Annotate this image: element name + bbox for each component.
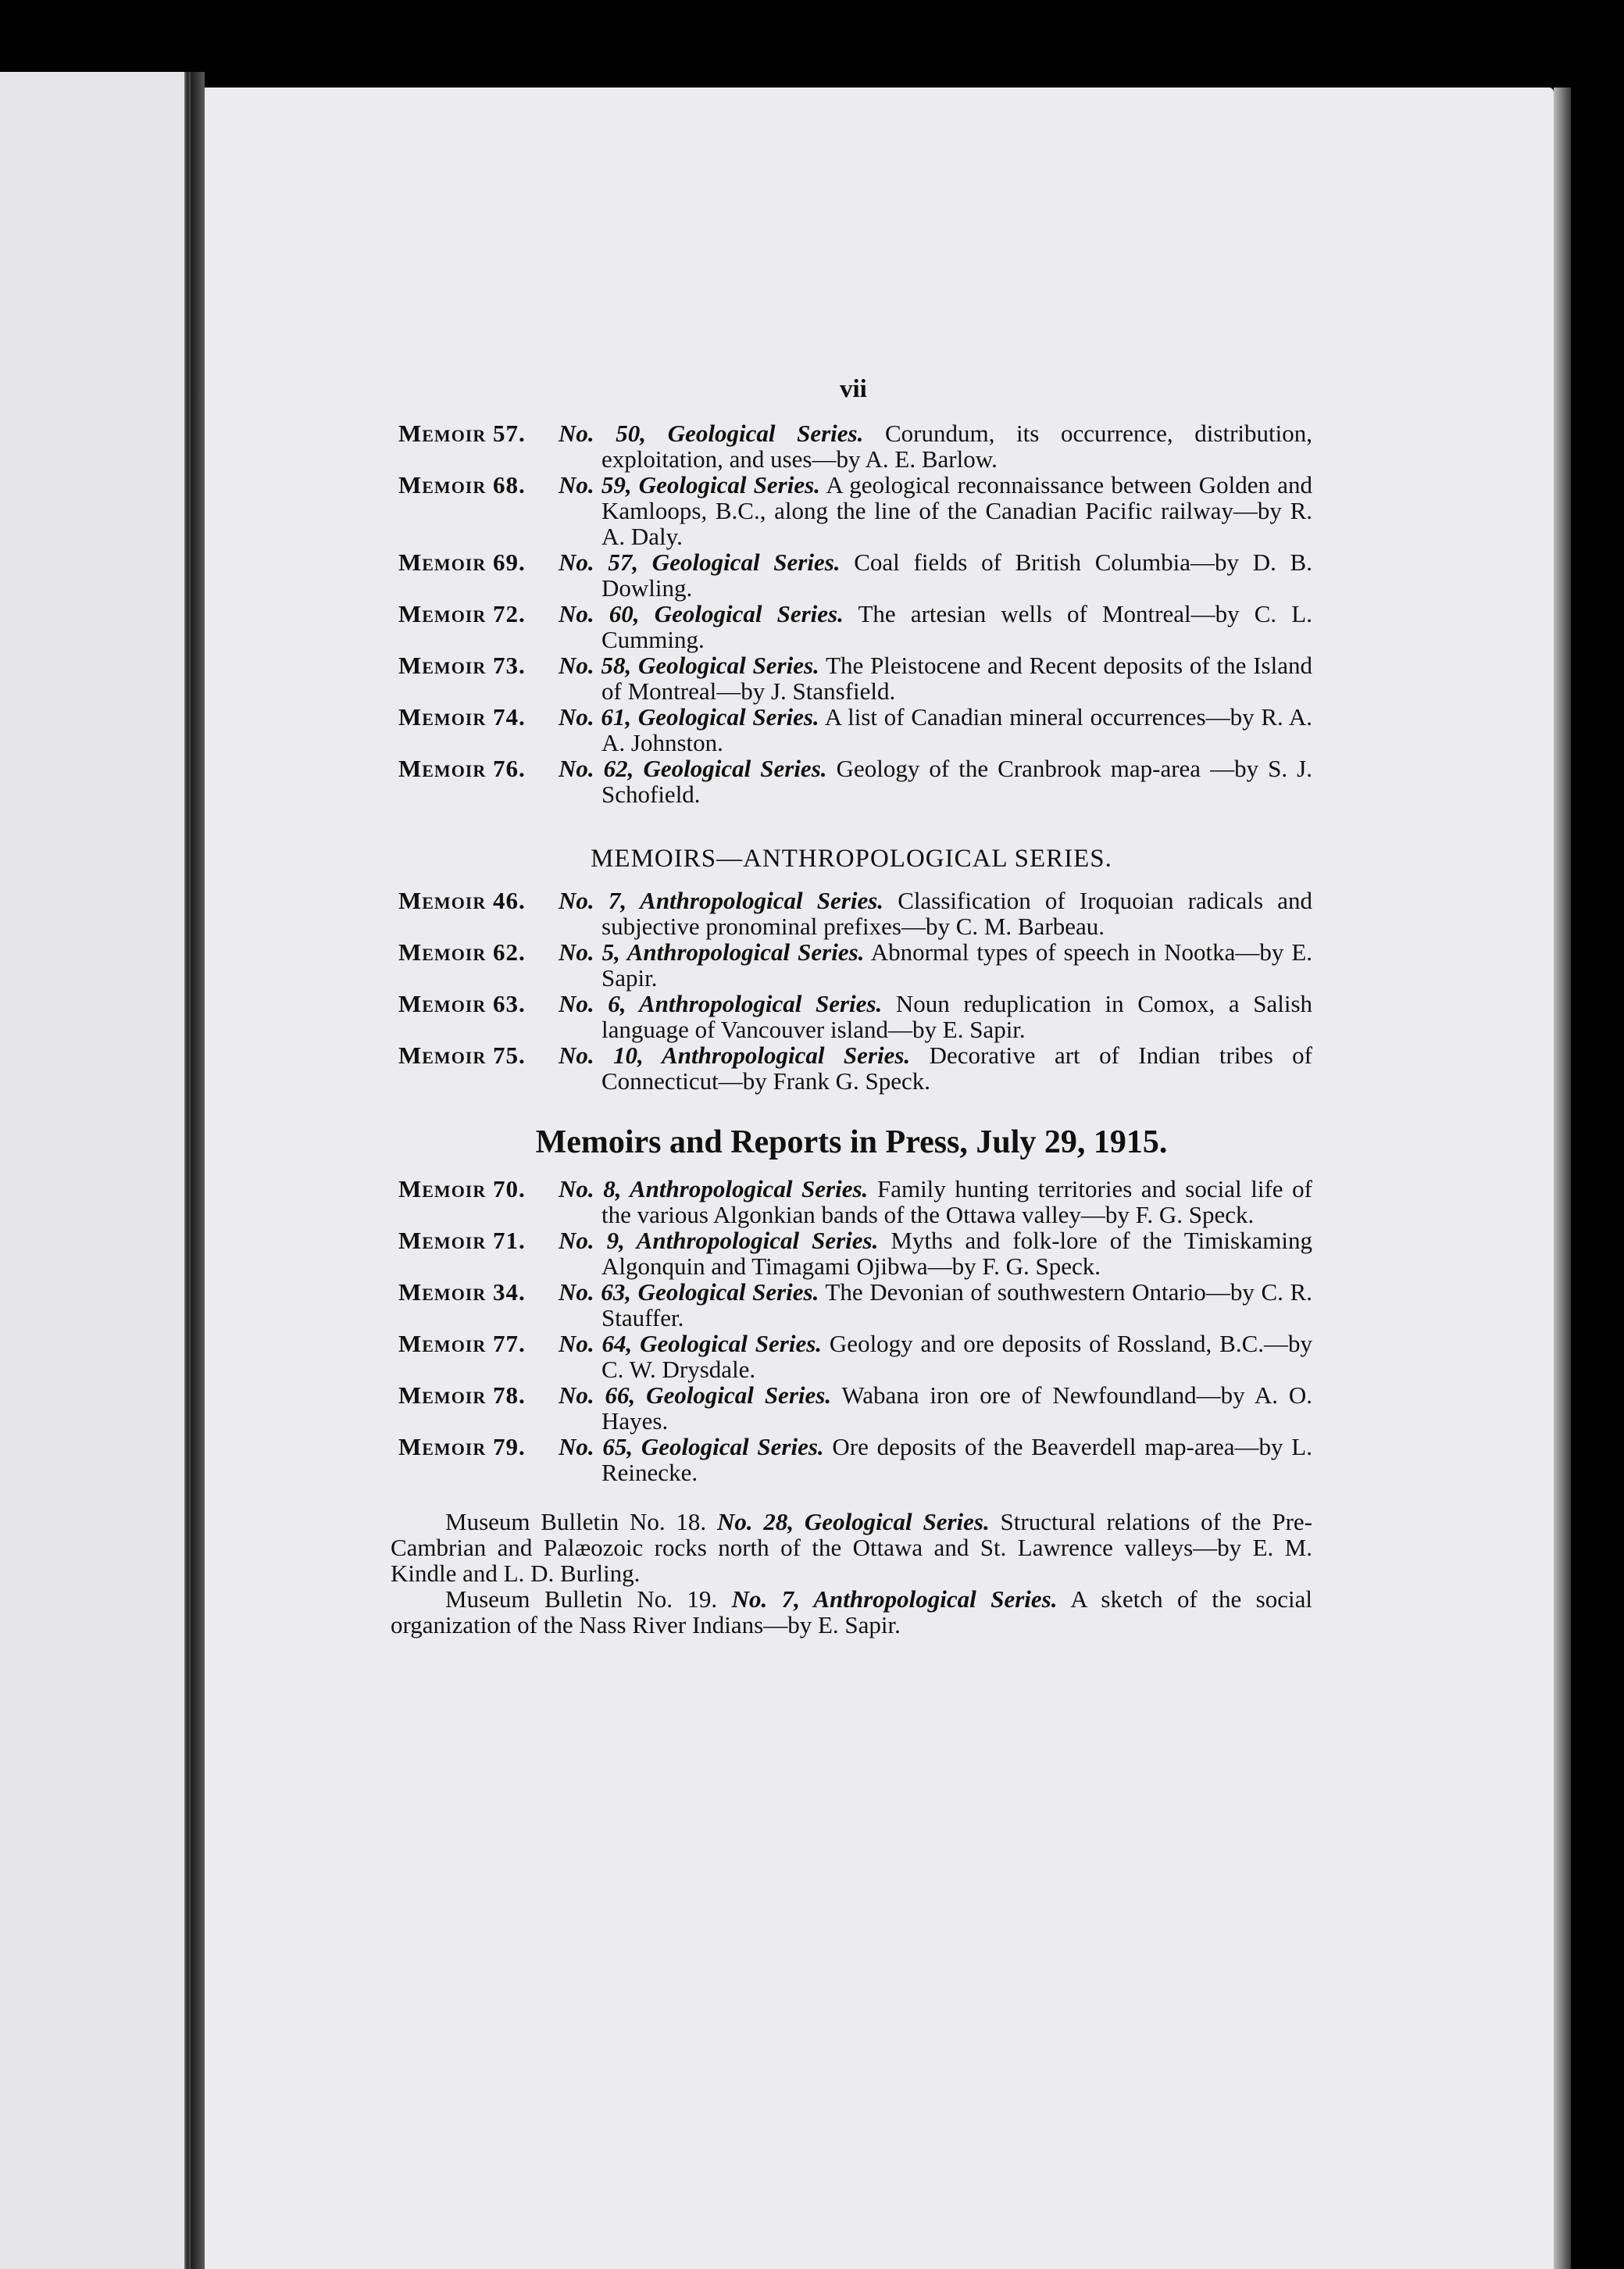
memoir-label: Memoir 73. xyxy=(398,652,526,679)
series-number: No. 64, Geological Series. xyxy=(559,1330,823,1357)
series-number: No. 62, Geological Series. xyxy=(559,755,827,782)
memoir-description: Abnormal types of speech in Nootka—by E. Sapir. xyxy=(601,938,1313,992)
series-number: No. 5, Anthropological Series. xyxy=(559,938,865,966)
series-number: No. 60, Geological Series. xyxy=(559,600,844,627)
list-item xyxy=(391,1227,1312,1279)
list-item xyxy=(391,704,1312,756)
series-number: No. 10, Anthropological Series. xyxy=(559,1042,911,1069)
series-number: No. 63, Geological Series. xyxy=(559,1278,819,1306)
series-number: No. 28, Geological Series. xyxy=(716,1508,990,1535)
memoir-description: Decorative art of Indian tribes of Connecticut—by Frank G. Speck. xyxy=(601,1042,1313,1095)
in-press-heading: Memoirs and Reports in Press, July 29, 1915. xyxy=(535,1124,1168,1160)
series-number: No. 7, Anthropological Series. xyxy=(559,887,884,914)
memoir-description: Ore deposits of the Beaverdell map-area—by L. Reinecke. xyxy=(601,1433,1312,1486)
series-number: No. 7, Anthropological Series. xyxy=(731,1585,1058,1613)
list-item xyxy=(391,1279,1312,1331)
series-number: No. 57, Geological Series. xyxy=(559,548,841,576)
memoir-description: A geological reconnaissance between Golden and Kamloops, B.C., along the line of the Canadian Pacific railway—by R. A. Daly. xyxy=(601,471,1312,550)
museum-bulletin-list xyxy=(391,1509,1312,1638)
page-right-edge xyxy=(1554,88,1571,2269)
memoir-label: Memoir 46. xyxy=(398,887,526,914)
series-number: No. 66, Geological Series. xyxy=(559,1381,832,1409)
memoir-label: Memoir 72. xyxy=(398,600,526,627)
memoir-label: Memoir 71. xyxy=(398,1227,526,1254)
list-item xyxy=(391,549,1312,601)
list-item xyxy=(391,756,1312,807)
list-item xyxy=(391,1176,1312,1227)
series-number: No. 6, Anthropological Series. xyxy=(559,990,883,1017)
memoir-label: Memoir 57. xyxy=(398,420,526,447)
memoir-description: The Pleistocene and Recent deposits of the Island of Montreal—by J. Stansfield. xyxy=(601,652,1312,705)
list-item xyxy=(391,888,1312,939)
geological-memoir-list xyxy=(391,420,1312,807)
list-item xyxy=(391,472,1312,549)
series-number: No. 9, Anthropological Series. xyxy=(559,1227,879,1254)
anthropological-memoir-list xyxy=(391,888,1312,1094)
memoir-label: Memoir 79. xyxy=(398,1433,526,1460)
bulletin-label: Museum Bulletin No. 18. xyxy=(445,1508,707,1535)
left-page-edge xyxy=(184,72,191,2269)
book-spine xyxy=(191,72,205,2269)
memoir-description: Myths and folk-lore of the Timiskaming Algonquin and Timagami Ojibwa—by F. G. Speck. xyxy=(601,1227,1313,1280)
series-number: No. 8, Anthropological Series. xyxy=(559,1175,869,1202)
series-number: No. 61, Geological Series. xyxy=(559,703,819,731)
list-item xyxy=(391,1434,1312,1485)
page-content xyxy=(391,367,1312,1638)
series-number: No. 50, Geological Series. xyxy=(559,420,864,447)
memoir-label: Memoir 76. xyxy=(398,755,526,782)
series-number: No. 65, Geological Series. xyxy=(559,1433,824,1460)
memoir-description: Noun reduplication in Comox, a Salish language of Vancouver island—by E. Sapir. xyxy=(601,990,1313,1043)
memoir-description: A list of Canadian mineral occurrences—by R. A. A. Johnston. xyxy=(601,703,1312,756)
memoir-description: Coal fields of British Columbia—by D. B. Dowling. xyxy=(601,548,1312,602)
memoir-description: Wabana iron ore of Newfoundland—by A. O. Hayes. xyxy=(601,1381,1312,1435)
memoir-label: Memoir 77. xyxy=(398,1330,526,1357)
in-press-memoir-list xyxy=(391,1176,1312,1485)
anthropological-section-heading: MEMOIRS—ANTHROPOLOGICAL SERIES. xyxy=(591,845,1112,873)
series-number: No. 59, Geological Series. xyxy=(559,471,820,498)
memoir-label: Memoir 70. xyxy=(398,1175,526,1202)
bulletin-description: A sketch of the social organization of the Nass River Indians—by E. Sapir. xyxy=(391,1585,1312,1638)
memoir-label: Memoir 75. xyxy=(398,1042,526,1069)
memoir-description: Geology of the Cranbrook map-area —by S. J. Schofield. xyxy=(601,755,1312,808)
list-item xyxy=(391,601,1312,652)
memoir-description: Family hunting territories and social life of the various Algonkian bands of the Ottawa valley—by F. G. Speck. xyxy=(601,1175,1312,1228)
bulletin-label: Museum Bulletin No. 19. xyxy=(445,1585,718,1613)
bulletin-description: Structural relations of the Pre-Cambrian and Palæozoic rocks north of the Ottawa and St. Lawrence valleys—by E. M. Kindle and L. D. Burling. xyxy=(391,1508,1313,1587)
list-item xyxy=(391,420,1312,472)
list-item xyxy=(391,1042,1312,1094)
memoir-description: The artesian wells of Montreal—by C. L. Cumming. xyxy=(601,600,1312,653)
list-item xyxy=(391,1382,1312,1434)
memoir-label: Memoir 69. xyxy=(398,548,526,576)
list-item xyxy=(391,652,1312,704)
memoir-label: Memoir 62. xyxy=(398,938,526,966)
memoir-label: Memoir 63. xyxy=(398,990,526,1017)
memoir-description: Corundum, its occurrence, distribution, exploitation, and uses—by A. E. Barlow. xyxy=(601,420,1313,473)
list-item xyxy=(391,991,1312,1042)
list-item xyxy=(391,1586,1312,1638)
memoir-label: Memoir 74. xyxy=(398,703,526,731)
memoir-description: The Devonian of southwestern Ontario—by C. R. Stauffer. xyxy=(601,1278,1312,1331)
list-item xyxy=(391,1509,1312,1586)
series-number: No. 58, Geological Series. xyxy=(559,652,819,679)
page-number: vii xyxy=(840,375,867,403)
memoir-label: Memoir 78. xyxy=(398,1381,526,1409)
memoir-label: Memoir 68. xyxy=(398,471,526,498)
list-item xyxy=(391,1331,1312,1382)
memoir-description: Classification of Iroquoian radicals and subjective pronominal prefixes—by C. M. Barbeau. xyxy=(601,887,1313,940)
list-item xyxy=(391,939,1312,991)
left-page-margin xyxy=(0,72,189,2269)
memoir-label: Memoir 34. xyxy=(398,1278,526,1306)
memoir-description: Geology and ore deposits of Rossland, B.C.—by C. W. Drysdale. xyxy=(601,1330,1313,1383)
